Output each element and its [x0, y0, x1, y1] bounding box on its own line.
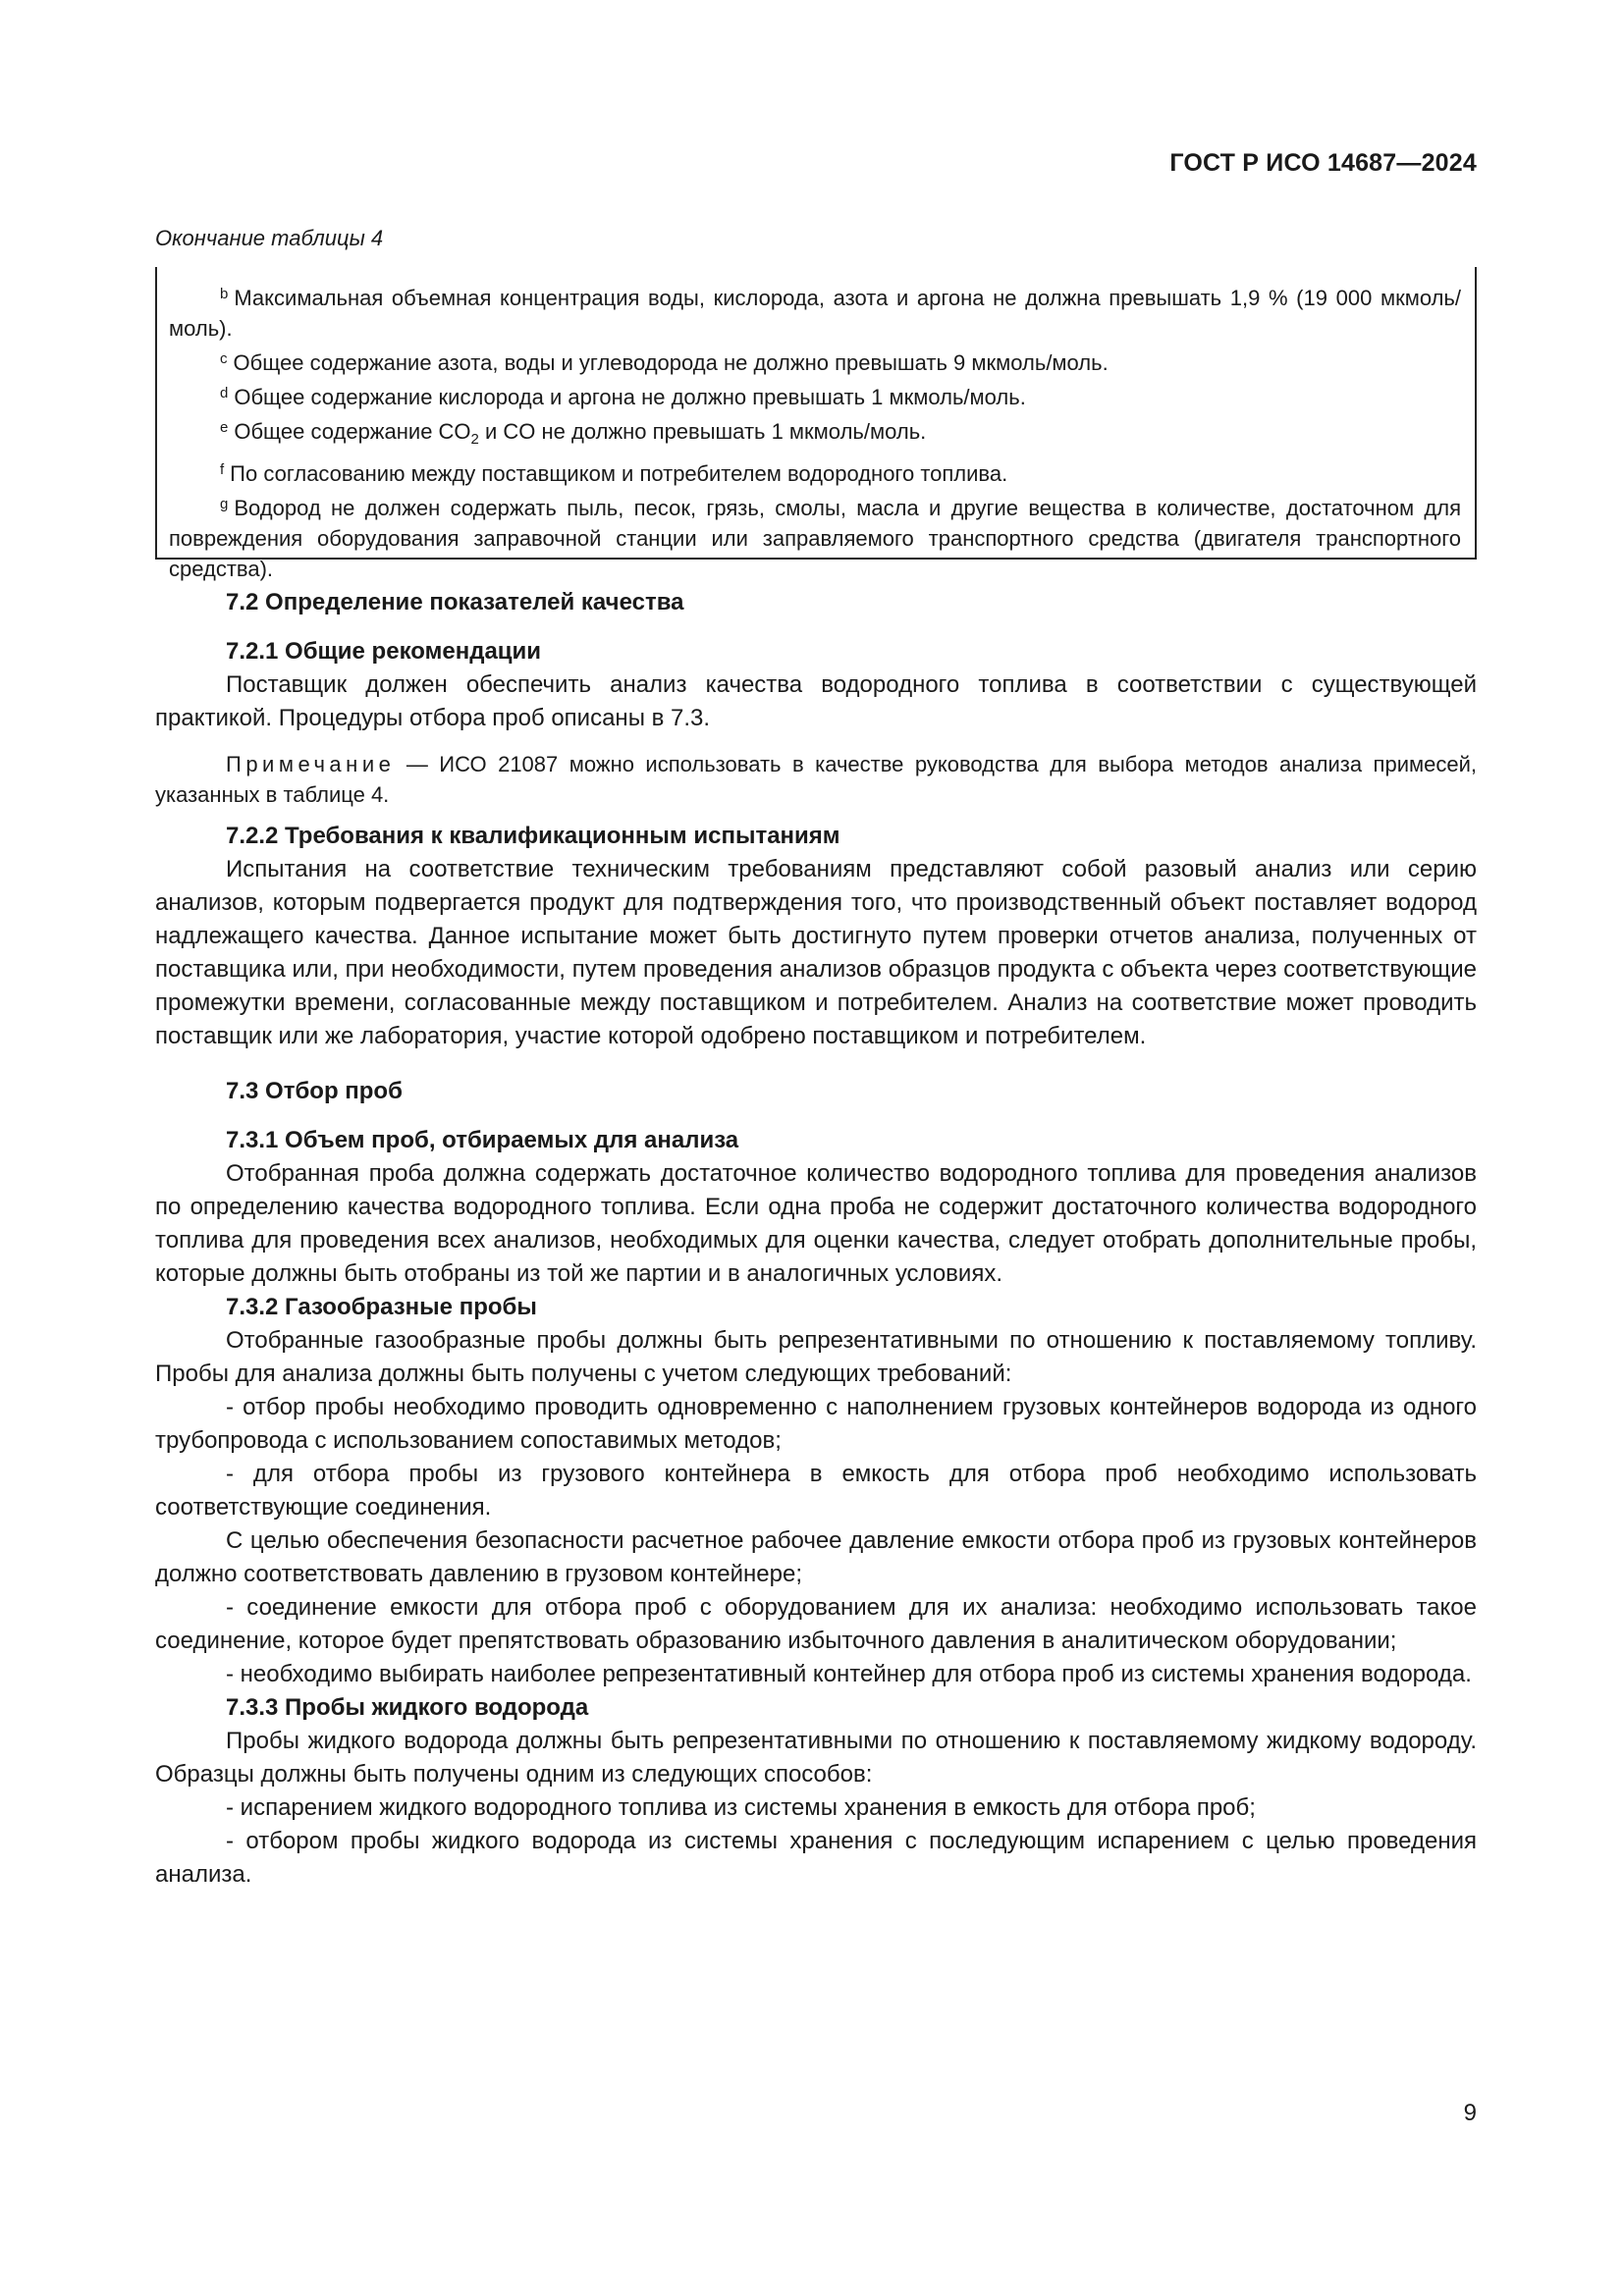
- list-item: - необходимо выбирать наиболее репрезентативный контейнер для отбора проб из системы хранения водорода.: [226, 1661, 1472, 1687]
- footnote-text: Водород не должен содержать пыль, песок, грязь, смолы, масла и другие вещества в количестве, достаточном для повреждения оборудования заправочной станции или заправляемого транспортного средства (двигателя транспортного средства).: [169, 496, 1461, 581]
- list-item: - для отбора пробы из грузового контейнера в емкость для отбора проб необходимо использовать соответствующие соединения.: [155, 1461, 1477, 1521]
- paragraph: Поставщик должен обеспечить анализ качества водородного топлива в соответствии с существующей практикой. Процедуры отбора проб описаны в 7.3.: [155, 671, 1477, 731]
- section-heading-7-3: 7.3 Отбор проб: [226, 1078, 403, 1104]
- note: [155, 749, 1477, 810]
- footnote-e: [169, 412, 1461, 454]
- footnote-mark: d: [220, 385, 229, 401]
- footnote-text-after: и CO не должно превышать 1 мкмоль/моль.: [478, 419, 927, 444]
- list-item: - соединение емкости для отбора проб с оборудованием для их анализа: необходимо использовать такое соединение, которое будет препятствовать образованию избыточного давления в аналитическом оборудовании;: [155, 1594, 1477, 1654]
- document-code: ГОСТ Р ИСО 14687—2024: [1169, 149, 1477, 177]
- footnote-mark: f: [220, 461, 225, 478]
- footnote-text: Общее содержание азота, воды и углеводорода не должно превышать 9 мкмоль/моль.: [233, 350, 1109, 375]
- footnote-c: [169, 344, 1461, 378]
- list-item: - отбором пробы жидкого водорода из системы хранения с последующим испарением с целью проведения анализа.: [155, 1828, 1477, 1888]
- paragraph: Отобранная проба должна содержать достаточное количество водородного топлива для проведения анализов по определению качества водородного топлива. Если одна проба не содержит достаточного количества водородного топлива для проведения всех анализов, необходимых для оценки качества, следует отобрать дополнительные пробы, которые должны быть отобраны из той же партии и в аналогичных условиях.: [155, 1160, 1477, 1287]
- paragraph: Отобранные газообразные пробы должны быть репрезентативными по отношению к поставляемому топливу. Пробы для анализа должны быть получены с учетом следующих требований:: [155, 1327, 1477, 1387]
- page-number: 9: [1463, 2100, 1477, 2126]
- footnote-text: По согласованию между поставщиком и потребителем водородного топлива.: [230, 461, 1008, 486]
- section-heading-7-3-1: 7.3.1 Объем проб, отбираемых для анализа: [226, 1127, 739, 1153]
- table-footnotes: [155, 267, 1477, 581]
- paragraph: Пробы жидкого водорода должны быть репрезентативными по отношению к поставляемому жидкому водороду. Образцы должны быть получены одним из следующих способов:: [155, 1728, 1477, 1788]
- note-label: Примечание: [226, 752, 396, 776]
- section-heading-7-3-3: 7.3.3 Пробы жидкого водорода: [226, 1694, 589, 1721]
- paragraph: Испытания на соответствие техническим требованиям представляют собой разовый анализ или серию анализов, которым подвергается продукт для подтверждения того, что производственный объект поставляет водород надлежащего качества. Данное испытание может быть достигнуто путем проверки отчетов анализа, полученных от поставщика или, при необходимости, путем проведения анализов образцов продукта с объекта через соответствующие промежутки времени, согласованные между поставщиком и потребителем. Анализ на соответствие может проводить поставщик или же лаборатория, участие которой одобрено поставщиком и потребителем.: [155, 856, 1477, 1049]
- footnote-mark: e: [220, 419, 229, 436]
- footnote-d: [169, 378, 1461, 412]
- main-content: [155, 574, 1477, 1892]
- footnote-mark: g: [220, 496, 229, 512]
- footnote-b: [169, 279, 1461, 344]
- footnote-text: Общее содержание кислорода и аргона не должно превышать 1 мкмоль/моль.: [234, 385, 1026, 409]
- section-heading-7-2: 7.2 Определение показателей качества: [226, 589, 684, 615]
- footnote-text: Максимальная объемная концентрация воды, кислорода, азота и аргона не должна превышать 1,9 % (19 000 мкмоль/моль).: [169, 286, 1461, 341]
- footnote-mark: b: [220, 286, 229, 302]
- footnote-g: [169, 489, 1461, 584]
- subscript: 2: [470, 431, 479, 448]
- table-caption: Окончание таблицы 4: [155, 226, 384, 250]
- footnote-f: [169, 454, 1461, 489]
- list-item: - испарением жидкого водородного топлива из системы хранения в емкость для отбора проб;: [226, 1794, 1256, 1821]
- note-text: — ИСО 21087 можно использовать в качестве руководства для выбора методов анализа примесей, указанных в таблице 4.: [155, 752, 1477, 807]
- paragraph: С целью обеспечения безопасности расчетное рабочее давление емкости отбора проб из грузовых контейнеров должно соответствовать давлению в грузовом контейнере;: [155, 1527, 1477, 1587]
- footnote-text-before: Общее содержание CO: [234, 419, 471, 444]
- list-item: - отбор пробы необходимо проводить одновременно с наполнением грузовых контейнеров водорода из одного трубопровода с использованием сопоставимых методов;: [155, 1394, 1477, 1454]
- section-heading-7-2-1: 7.2.1 Общие рекомендации: [226, 638, 542, 665]
- section-heading-7-3-2: 7.3.2 Газообразные пробы: [226, 1294, 537, 1320]
- footnote-mark: c: [220, 350, 228, 367]
- section-heading-7-2-2: 7.2.2 Требования к квалификационным испытаниям: [226, 823, 840, 849]
